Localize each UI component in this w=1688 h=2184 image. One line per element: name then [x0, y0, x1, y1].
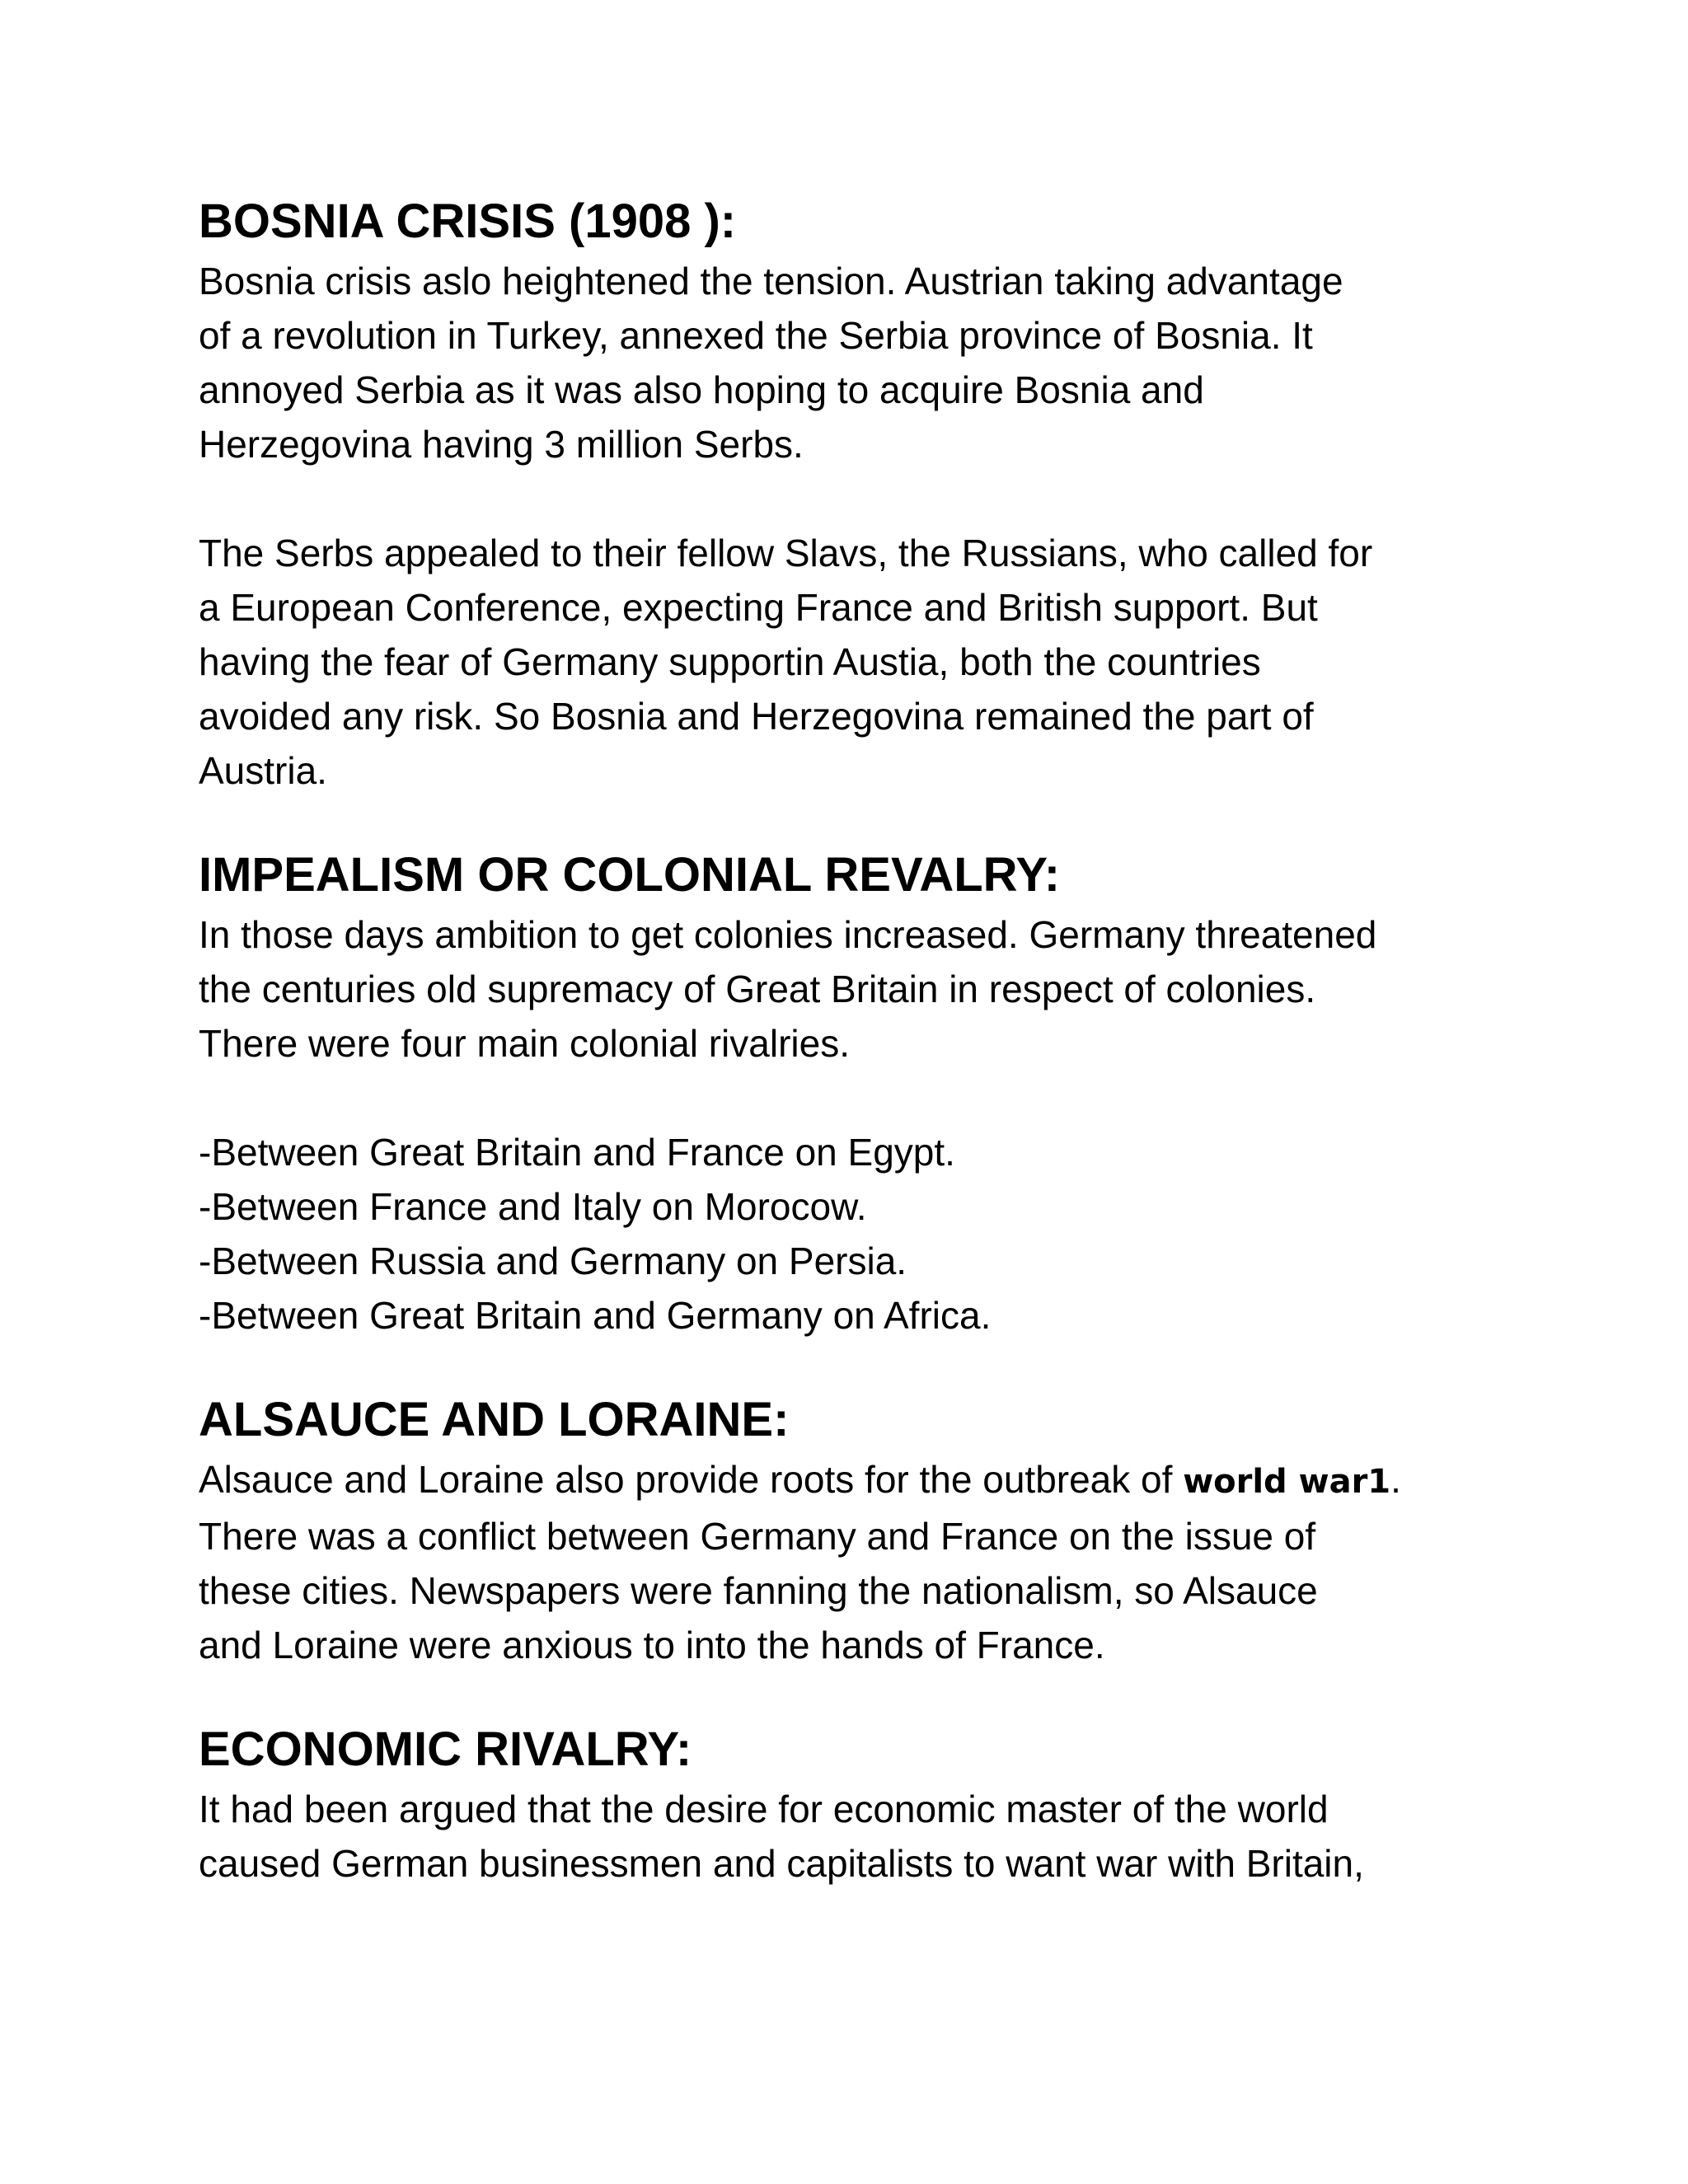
section-imperialism [199, 843, 1583, 1343]
paragraph [199, 1452, 1583, 1672]
paragraph [199, 526, 1583, 798]
text-line: Austria. [199, 749, 327, 792]
list-item: -Between Great Britain and Germany on Africa. [199, 1294, 992, 1337]
list-item: -Between France and Italy on Morocow. [199, 1185, 867, 1228]
text-line: annoyed Serbia as it was also hoping to acquire Bosnia and [199, 368, 1204, 411]
document-body [199, 190, 1583, 1891]
text-line: a European Conference, expecting France and British support. But [199, 586, 1318, 629]
list-item: -Between Great Britain and France on Egypt. [199, 1131, 955, 1174]
text-line: There was a conflict between Germany and France on the issue of [199, 1515, 1316, 1558]
paragraph [199, 254, 1583, 471]
section-heading: ALSAUCE AND LORAINE: [199, 1393, 790, 1446]
text-line: the centuries old supremacy of Great Britain in respect of colonies. [199, 968, 1316, 1010]
text-line: of a revolution in Turkey, annexed the Serbia province of Bosnia. It [199, 314, 1313, 357]
text-line: having the fear of Germany supportin Austia, both the countries [199, 640, 1261, 683]
paragraph [199, 907, 1583, 1071]
text-line: caused German businessmen and capitalists to want war with Britain, [199, 1842, 1364, 1885]
section-heading: IMPEALISM OR COLONIAL REVALRY: [199, 848, 1061, 902]
section-alsauce-loraine [199, 1388, 1583, 1672]
rivalry-list [199, 1125, 1583, 1343]
text-segment: . [1390, 1458, 1401, 1501]
list-item: -Between Russia and Germany on Persia. [199, 1240, 907, 1282]
text-line: these cities. Newspapers were fanning the nationalism, so Alsauce [199, 1569, 1318, 1612]
section-heading: BOSNIA CRISIS (1908 ): [199, 194, 737, 248]
text-line: Herzegovina having 3 million Serbs. [199, 423, 804, 466]
section-economic-rivalry [199, 1718, 1583, 1891]
text-line: It had been argued that the desire for economic master of the world [199, 1788, 1329, 1830]
text-line: and Loraine were anxious to into the hands of France. [199, 1624, 1105, 1666]
text-line: In those days ambition to get colonies increased. Germany threatened [199, 913, 1377, 956]
text-segment: Alsauce and Loraine also provide roots for the outbreak of [199, 1458, 1184, 1501]
emphasis-text: world war1 [1183, 1463, 1391, 1501]
section-bosnia-crisis [199, 190, 1583, 798]
text-line: The Serbs appealed to their fellow Slavs, the Russians, who called for [199, 532, 1373, 574]
paragraph [199, 1782, 1583, 1891]
text-line: There were four main colonial rivalries. [199, 1022, 850, 1065]
text-line [199, 1452, 1583, 1509]
section-heading: ECONOMIC RIVALRY: [199, 1722, 692, 1776]
text-line: avoided any risk. So Bosnia and Herzegovina remained the part of [199, 695, 1314, 738]
text-line: Bosnia crisis aslo heightened the tension. Austrian taking advantage [199, 260, 1343, 302]
